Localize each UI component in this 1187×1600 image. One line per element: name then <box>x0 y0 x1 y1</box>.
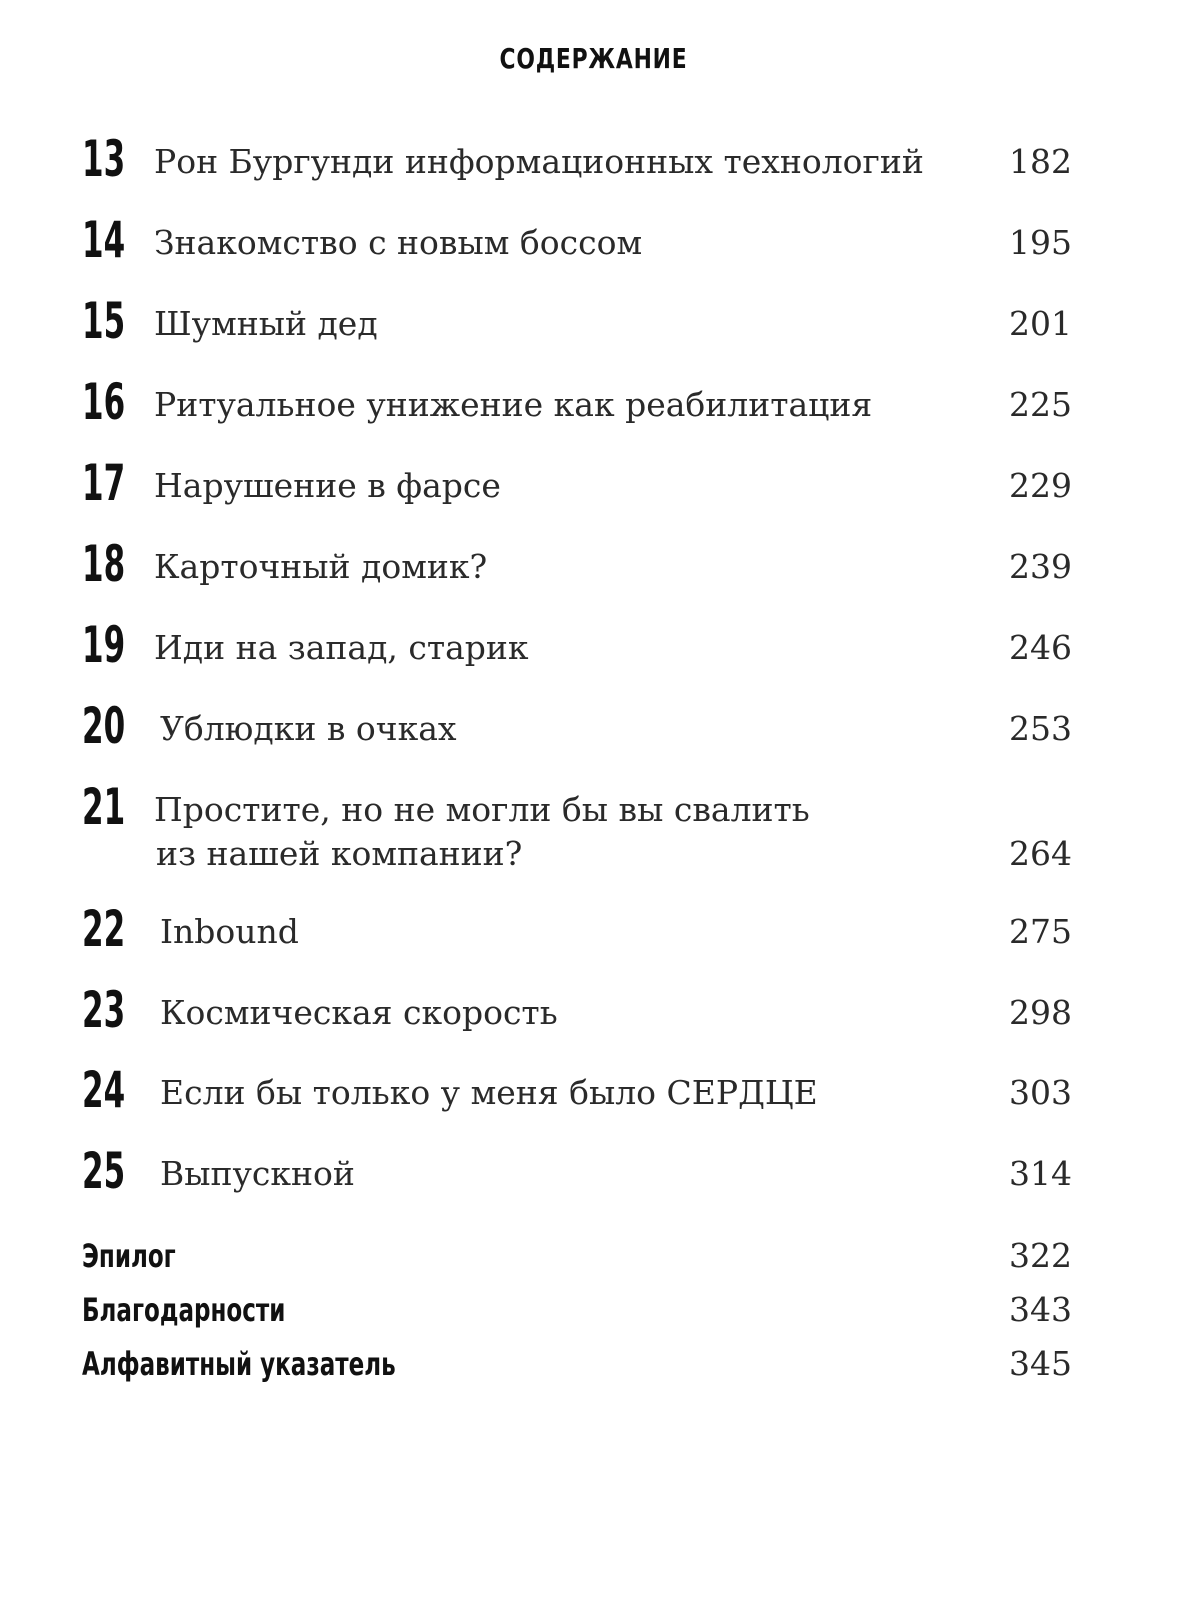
chapter-title: Ритуальное унижение как реабилитация <box>154 385 873 424</box>
chapter-page: 253 <box>1009 709 1072 748</box>
chapter-number: 21 <box>82 778 126 836</box>
chapter-title: Inbound <box>160 912 299 951</box>
chapter-number: 15 <box>82 292 126 350</box>
back-matter-title: Алфавитный указатель <box>82 1345 396 1383</box>
chapter-number: 19 <box>82 616 126 674</box>
chapter-page: 275 <box>1009 912 1072 951</box>
chapter-number: 20 <box>82 697 126 755</box>
chapter-number: 13 <box>82 130 126 188</box>
chapter-title: Нарушение в фарсе <box>154 466 501 505</box>
chapter-page: 182 <box>1009 142 1072 181</box>
chapter-page: 225 <box>1009 385 1072 424</box>
chapter-title: Карточный домик? <box>154 547 488 586</box>
chapter-page: 195 <box>1009 223 1072 262</box>
chapter-title-line-2: из нашей компании? <box>156 834 523 873</box>
back-matter-title: Эпилог <box>82 1237 176 1275</box>
chapter-page: 201 <box>1009 304 1072 343</box>
back-matter-title: Благодарности <box>82 1291 286 1329</box>
chapter-number: 16 <box>82 373 126 431</box>
chapter-number: 23 <box>82 981 126 1039</box>
chapter-number: 14 <box>82 211 126 269</box>
chapter-page: 298 <box>1009 993 1072 1032</box>
back-matter-page: 345 <box>1009 1344 1072 1383</box>
chapter-page: 229 <box>1009 466 1072 505</box>
chapter-number: 17 <box>82 454 126 512</box>
chapter-number: 22 <box>82 900 126 958</box>
chapter-title: Знакомство с новым боссом <box>154 223 643 262</box>
chapter-page: 246 <box>1009 628 1072 667</box>
chapter-page: 314 <box>1009 1154 1072 1193</box>
chapter-title: Выпускной <box>160 1154 355 1193</box>
chapter-number: 25 <box>82 1142 126 1200</box>
page-title: СОДЕРЖАНИЕ <box>499 42 688 75</box>
chapter-number: 18 <box>82 535 126 593</box>
back-matter-page: 322 <box>1009 1236 1072 1275</box>
chapter-number: 24 <box>82 1061 126 1119</box>
chapter-title: Если бы только у меня было СЕРДЦЕ <box>160 1073 818 1112</box>
chapter-title: Космическая скорость <box>160 993 558 1032</box>
chapter-title: Ублюдки в очках <box>160 709 457 748</box>
chapter-title-line-1: Простите, но не могли бы вы свалить <box>154 790 810 829</box>
back-matter-page: 343 <box>1009 1290 1072 1329</box>
chapter-title: Рон Бургунди информационных технологий <box>154 142 924 181</box>
chapter-page: 264 <box>1009 834 1072 873</box>
chapter-title: Шумный дед <box>154 304 378 343</box>
chapter-page: 303 <box>1009 1073 1072 1112</box>
chapter-title: Иди на запад, старик <box>154 628 529 667</box>
chapter-page: 239 <box>1009 547 1072 586</box>
